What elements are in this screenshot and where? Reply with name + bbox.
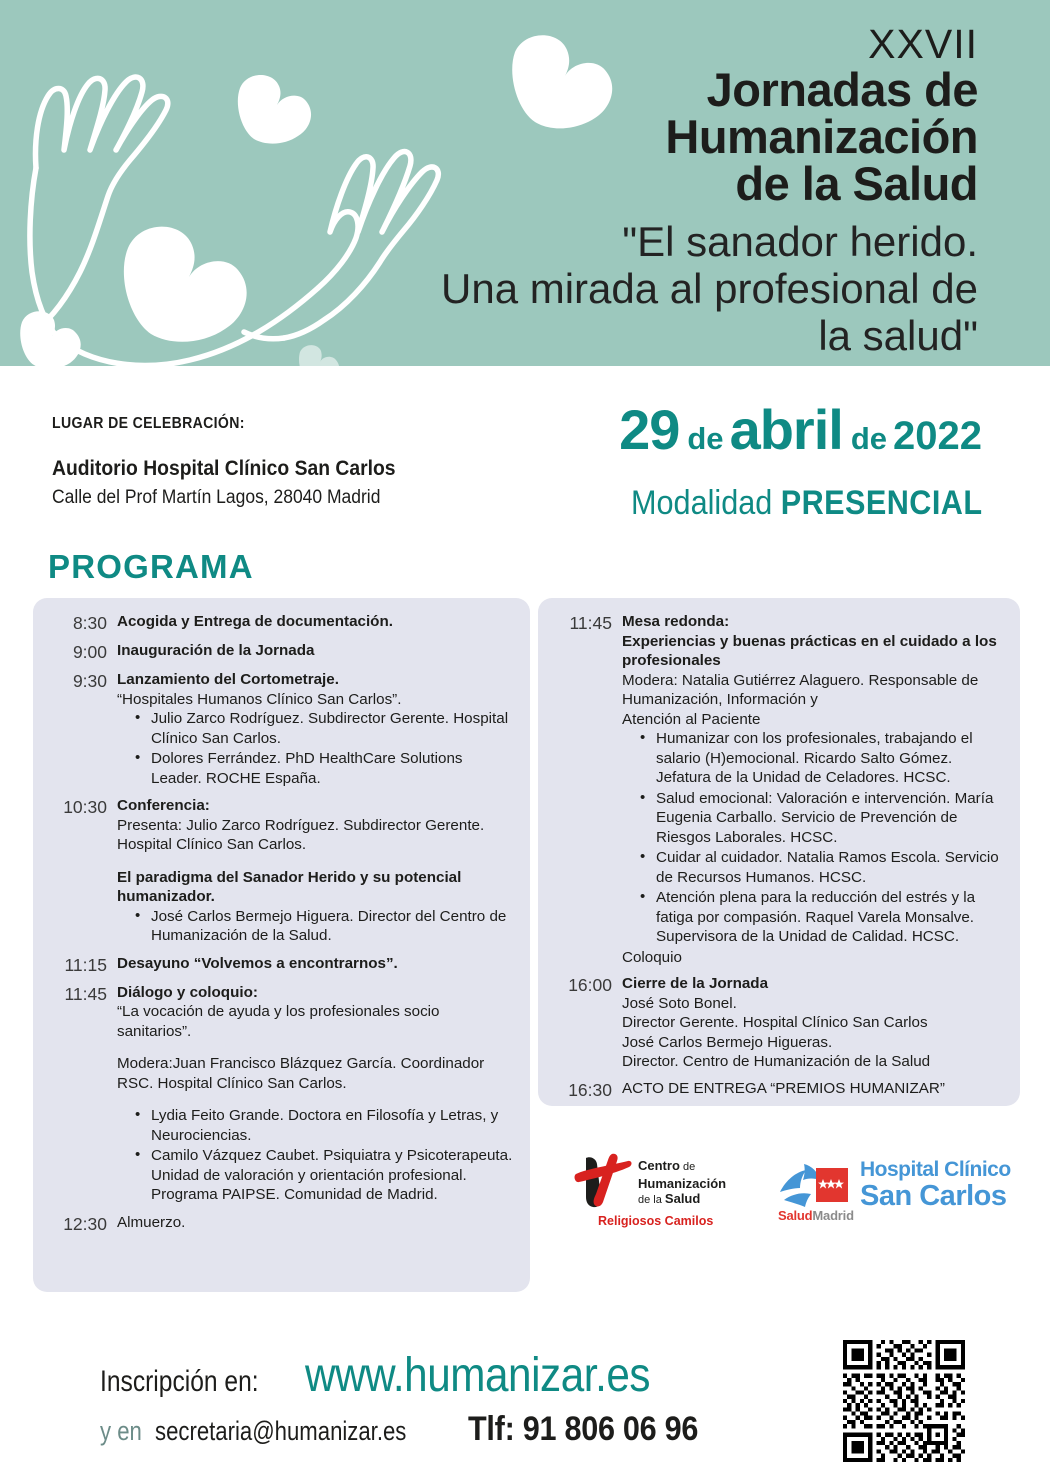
hcsc-name-line1: Hospital Clínico: [860, 1158, 1011, 1181]
program-line: Cierre de la Jornada: [622, 975, 769, 992]
program-bullet: • Camilo Vázquez Caubet. Psiquiatra y Psicoterapeuta. Unidad de valoración y orientación profesional. Programa PAIPSE. Comunidad de Madrid.: [151, 1146, 516, 1205]
program-line: Desayuno “Volvemos a encontrarnos”.: [117, 954, 398, 972]
camilos-line2: Humanización: [638, 1175, 727, 1191]
camilos-cross-icon: [572, 1152, 634, 1210]
program-entry: [41, 796, 516, 947]
venue-name: Auditorio Hospital Clínico San Carlos: [52, 457, 396, 480]
program-entry-body: [117, 1213, 516, 1233]
registration-label: Inscripción en:: [100, 1365, 259, 1398]
program-line: Presenta: Julio Zarco Rodríguez. Subdirector Gerente. Hospital Clínico San Carlos.: [117, 816, 485, 853]
hcsc-name-line2: San Carlos: [860, 1180, 1007, 1212]
program-line: “La vocación de ayuda y los profesionales socio sanitarios”.: [117, 1003, 440, 1040]
program-entry-time: 9:30: [72, 671, 107, 691]
program-entry-body: [622, 1079, 1008, 1099]
program-line: Acogida y Entrega de documentación.: [117, 613, 393, 630]
program-line: Mesa redonda:: [622, 613, 730, 630]
program-line: Lanzamiento del Cortometraje.: [117, 671, 339, 688]
program-entry-time: 11:15: [64, 954, 107, 975]
program-column-left: [33, 598, 530, 1292]
program-bullet: • Atención plena para la reducción del estrés y la fatiga por compasión. Raquel Varela Monsalve. Supervisora de la Unidad de Calidad. HCSC.: [656, 888, 1008, 947]
program-entry-time: 11:45: [64, 983, 107, 1004]
venue-block: [52, 415, 532, 509]
sponsor-logos: [560, 1148, 1020, 1244]
program-line: Modera: Natalia Gutiérrez Alaguero. Responsable de Humanización, Información y: [622, 671, 979, 708]
modality-value: PRESENCIAL: [780, 484, 982, 522]
program-line: Director Gerente. Hospital Clínico San Carlos: [622, 1014, 928, 1031]
program-line-spacer: [117, 855, 516, 868]
camilos-line1-small: de: [679, 1161, 696, 1173]
program-bullet: • Lydia Feito Grande. Doctora en Filosofía y Letras, y Neurociencias.: [151, 1106, 516, 1145]
program-bullet: • Salud emocional: Valoración e intervención. María Eugenia Carballo. Servicio de Prevención de Riesgos Laborales. HCSC.: [656, 789, 1008, 848]
contact-phone: Tlf: 91 806 06 96: [467, 1410, 698, 1448]
program-line: Experiencias y buenas prácticas en el cuidado a los profesionales: [622, 632, 997, 669]
program-bullet-list: [622, 729, 1008, 947]
program-entry-time: 16:00: [568, 975, 612, 995]
poster-footer: [0, 1330, 1050, 1468]
program-entry-body: [117, 954, 516, 974]
program-entry: [41, 670, 516, 789]
program-entry: [41, 983, 516, 1206]
program-entry-time: 9:00: [72, 642, 107, 662]
program-entry-time: 11:45: [569, 613, 612, 633]
event-modality: [631, 486, 982, 520]
program-bullet: • Julio Zarco Rodríguez. Subdirector Gerente. Hospital Clínico San Carlos.: [151, 709, 516, 748]
program-entry-time: 16:30: [568, 1079, 612, 1100]
program-line-spacer: [117, 1093, 516, 1106]
logo-hospital-clinico-san-carlos: [778, 1158, 1022, 1230]
program-line: Inauguración de la Jornada: [117, 642, 315, 659]
contact-prefix: y en: [100, 1416, 142, 1446]
contact-email[interactable]: secretaria@humanizar.es: [155, 1416, 407, 1446]
modality-word: Modalidad: [630, 484, 781, 522]
date-day: 29: [619, 398, 680, 461]
program-entry: [41, 612, 516, 634]
program-entry-body: [117, 612, 516, 632]
program-column-right: [538, 598, 1020, 1106]
date-de-1: de: [687, 421, 724, 456]
program-line: Diálogo y coloquio:: [117, 983, 258, 1001]
program-line: José Soto Bonel.: [622, 994, 737, 1012]
program-line: José Carlos Bermejo Higueras.: [622, 1033, 833, 1051]
program-entry-body: [622, 974, 1008, 1072]
program-entry: [546, 974, 1008, 1072]
program-entry-time: 10:30: [63, 797, 107, 817]
website-url[interactable]: www.humanizar.es: [305, 1349, 651, 1402]
program-entry: [546, 1079, 1008, 1101]
registration-line: [100, 1348, 698, 1403]
program-entry-body: [117, 670, 516, 789]
program-bullet: • Humanizar con los profesionales, trabajando el salario (H)emocional. Ricardo Salto Gómez. Jefatura de la Unidad de Celadores. HCSC.: [656, 729, 1008, 788]
program-line: Director. Centro de Humanización de la Salud: [622, 1053, 931, 1070]
saludmadrid-wordmark: [778, 1208, 854, 1223]
program-line: Atención al Paciente: [622, 710, 761, 728]
poster-header: [0, 0, 1050, 366]
program-entry: [41, 1213, 516, 1235]
date-block: [592, 398, 982, 522]
program-entry-body: [117, 796, 516, 947]
title-line-2: Humanización: [665, 110, 978, 163]
saludmadrid-salud: Salud: [778, 1208, 813, 1223]
program-bullet: • José Carlos Bermejo Higuera. Director del Centro de Humanización de la Salud.: [151, 907, 516, 946]
venue-label: LUGAR DE CELEBRACIÓN:: [52, 415, 245, 432]
program-bullet: • Cuidar al cuidador. Natalia Ramos Escola. Servicio de Recursos Humanos. HCSC.: [656, 848, 1008, 887]
program-entry-time: 8:30: [72, 613, 107, 633]
title-line-3: de la Salud: [735, 157, 978, 210]
venue-address: Calle del Prof Martín Lagos, 28040 Madrid: [52, 487, 381, 508]
camilos-line1-strong: Centro: [638, 1158, 680, 1173]
program-heading: PROGRAMA: [48, 548, 254, 585]
program-line: El paradigma del Sanador Herido y su potencial humanizador.: [117, 868, 462, 905]
camilos-footer: Religiosos Camilos: [598, 1214, 714, 1228]
program-bullet-list: [117, 907, 516, 946]
program-bullet: • Dolores Ferrández. PhD HealthCare Solutions Leader. ROCHE España.: [151, 749, 516, 788]
camilos-line3-small: de la: [638, 1194, 665, 1206]
saludmadrid-icon: [778, 1162, 850, 1210]
program-line: “Hospitales Humanos Clínico San Carlos”.: [117, 690, 402, 708]
date-year: 2022: [893, 414, 982, 458]
program-line: Conferencia:: [117, 797, 210, 814]
event-date: [592, 398, 982, 461]
program-bullet-list: [117, 709, 516, 788]
contact-line: [100, 1410, 723, 1449]
program-line: Modera:Juan Francisco Blázquez García. Coordinador RSC. Hospital Clínico San Carlos.: [117, 1055, 485, 1092]
program-entry-body: [117, 983, 516, 1206]
qr-code[interactable]: [843, 1340, 965, 1462]
program-line-spacer: [117, 1041, 516, 1054]
hcsc-wordmark: [860, 1158, 1011, 1212]
subtitle-line-3: la salud": [818, 312, 978, 359]
title-line-1: Jornadas de: [706, 63, 978, 116]
program-entry-body: [622, 612, 1008, 967]
date-month: abril: [729, 398, 843, 461]
program-entry-time: 12:30: [63, 1213, 107, 1234]
saludmadrid-madrid: Madrid: [812, 1208, 854, 1223]
subtitle-line-2: Una mirada al profesional de: [441, 265, 978, 312]
program-entry-body: [117, 641, 516, 661]
program-line: Coloquio: [622, 948, 682, 966]
program-entry: [41, 641, 516, 663]
logo-centro-humanizacion: [572, 1152, 772, 1244]
camilos-line3-strong: Salud: [664, 1191, 701, 1206]
header-text-block: [358, 22, 978, 359]
edition-number: XXVII: [868, 21, 978, 67]
program-entry: [41, 954, 516, 976]
camilos-name: [638, 1158, 726, 1209]
subtitle-line-1: "El sanador herido.: [622, 218, 978, 265]
program-bullet-list: [117, 1106, 516, 1205]
date-de-2: de: [850, 421, 888, 456]
program-line: ACTO DE ENTREGA “PREMIOS HUMANIZAR”: [622, 1079, 945, 1097]
program-entry: [546, 612, 1008, 967]
program-line: Almuerzo.: [117, 1213, 186, 1231]
